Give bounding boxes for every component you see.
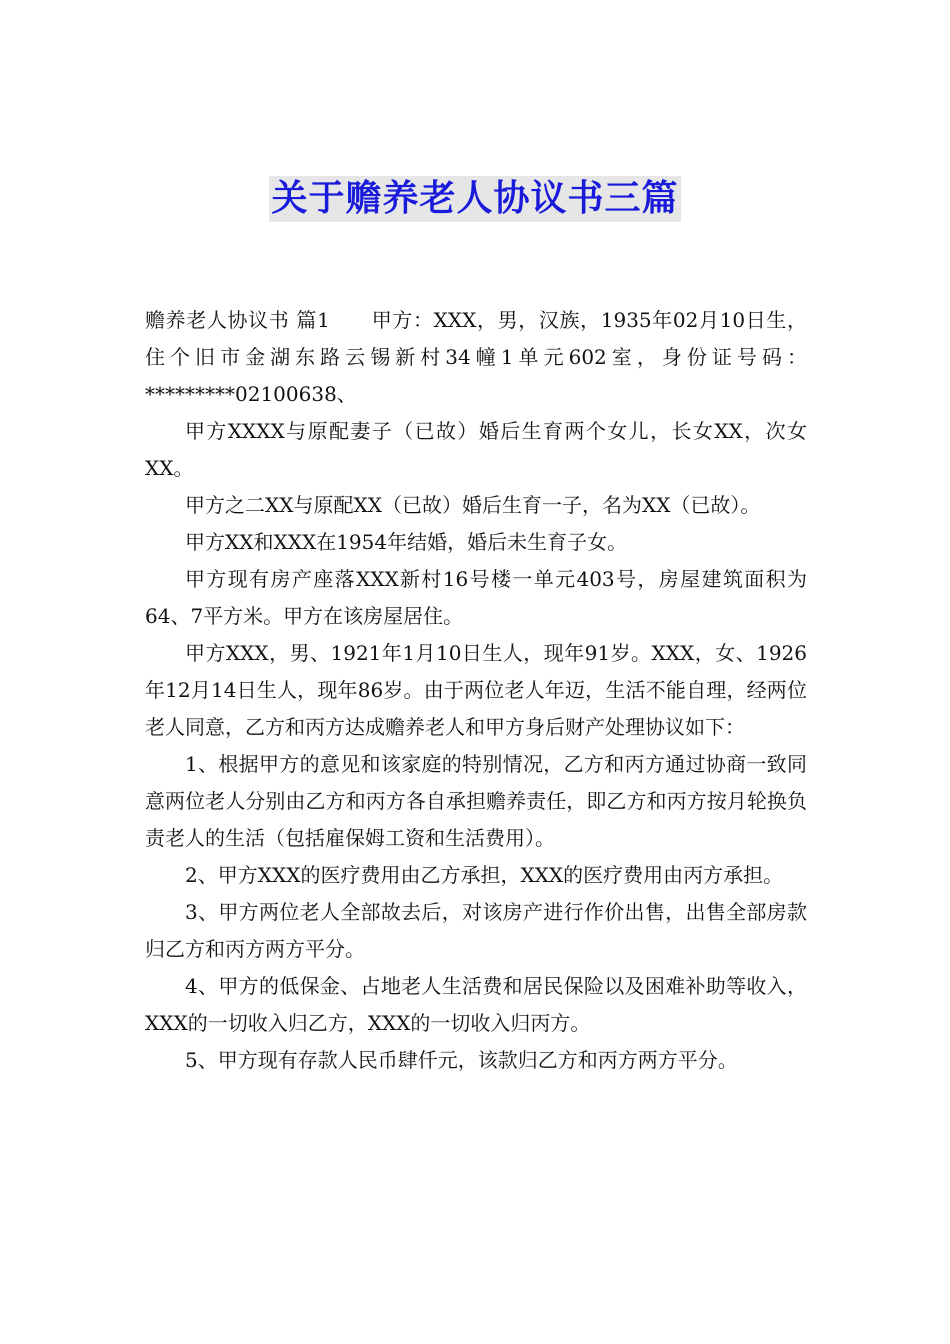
title-container (0, 176, 950, 222)
paragraph-3: 甲方之二XX与原配XX（已故）婚后生育一子，名为XX（已故）。 (185, 493, 761, 517)
clause-5: 5、甲方现有存款人民币肆仟元，该款归乙方和丙方两方平分。 (185, 1048, 738, 1072)
document-body (145, 302, 807, 1079)
clause-2: 2、甲方XXX的医疗费用由乙方承担，XXX的医疗费用由丙方承担。 (185, 863, 784, 887)
paragraph-1: 赡养老人协议书 篇1 甲方：XXX，男，汉族，1935年02月10日生，住个旧市金湖东路云锡新村34幢1单元602室，身份证号码：*********02100638、 (145, 308, 807, 406)
paragraph-4: 甲方XX和XXX在1954年结婚，婚后未生育子女。 (185, 530, 628, 554)
clause-1: 1、根据甲方的意见和该家庭的特别情况，乙方和丙方通过协商一致同意两位老人分别由乙方和丙方各自承担赡养责任，即乙方和丙方按月轮换负责老人的生活（包括雇保姆工资和生活费用）。 (145, 752, 807, 850)
paragraph-5: 甲方现有房产座落XXX新村16号楼一单元403号，房屋建筑面积为64、7平方米。甲方在该房屋居住。 (145, 567, 807, 628)
document-title: 关于赡养老人协议书三篇 (269, 176, 680, 222)
paragraph-6: 甲方XXX，男、1921年1月10日生人，现年91岁。XXX，女、1926年12月14日生人，现年86岁。由于两位老人年迈，生活不能自理，经两位老人同意，乙方和丙方达成赡养老人和甲方身后财产处理协议如下： (145, 641, 807, 739)
clause-4: 4、甲方的低保金、占地老人生活费和居民保险以及困难补助等收入，XXX的一切收入归乙方，XXX的一切收入归丙方。 (145, 974, 807, 1035)
clause-3: 3、甲方两位老人全部故去后，对该房产进行作价出售，出售全部房款归乙方和丙方两方平分。 (145, 900, 807, 961)
paragraph-2: 甲方XXXX与原配妻子（已故）婚后生育两个女儿，长女XX，次女XX。 (145, 419, 807, 480)
